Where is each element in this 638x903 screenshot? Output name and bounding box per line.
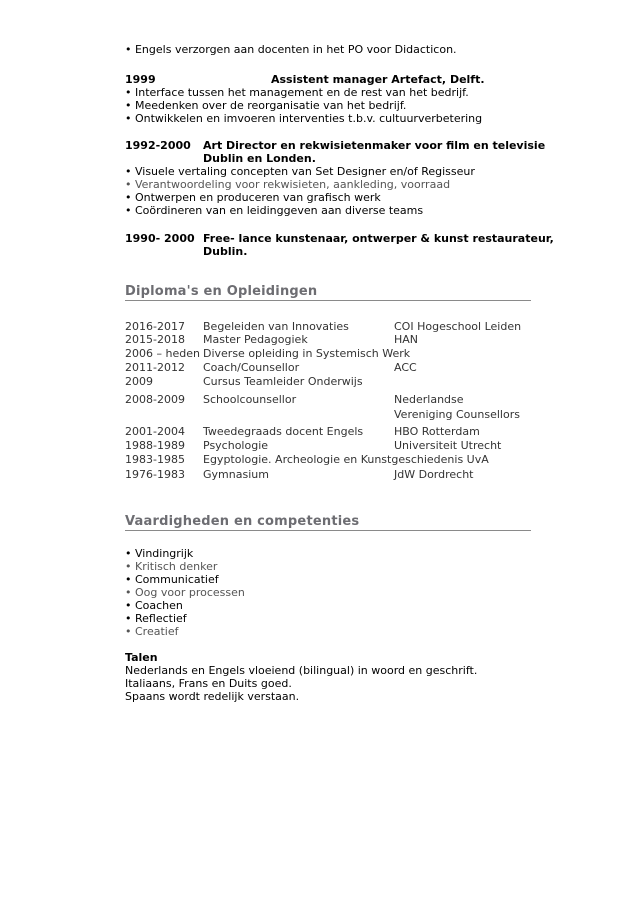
- skill-item: • Communicatief: [125, 573, 219, 586]
- job-1999-bullet: • Meedenken over de reorganisatie van het bedrijf.: [125, 99, 407, 112]
- skill-item: • Coachen: [125, 599, 183, 612]
- skill-item: • Creatief: [125, 625, 179, 638]
- edu-year: 2001-2004: [125, 425, 185, 438]
- skill-item: • Reflectief: [125, 612, 187, 625]
- skill-item: • Oog voor processen: [125, 586, 245, 599]
- job-1990-location: Dublin.: [203, 245, 248, 258]
- job-1992-year: 1992-2000: [125, 139, 191, 152]
- edu-course: Tweedegraads docent Engels: [203, 425, 364, 438]
- edu-course: Cursus Teamleider Onderwijs: [203, 375, 363, 388]
- intro-line: • Engels verzorgen aan docenten in het PO voor Didacticon.: [125, 43, 457, 56]
- skills-divider: [125, 530, 531, 531]
- edu-course: Egyptologie. Archeologie en Kunstgeschiedenis UvA: [203, 453, 489, 466]
- edu-institution: Universiteit Utrecht: [394, 439, 502, 452]
- edu-year: 2008-2009: [125, 393, 185, 406]
- job-1992-bullet: • Verantwoordeling voor rekwisieten, aankleding, voorraad: [125, 178, 451, 191]
- edu-course: Diverse opleiding in Systemisch Werk: [203, 347, 411, 360]
- edu-year: 2006 – heden: [125, 347, 200, 360]
- languages-heading: Talen: [125, 651, 158, 664]
- edu-year: 2015-2018: [125, 333, 185, 346]
- job-1992-bullet: • Coördineren van en leidinggeven aan diverse teams: [125, 204, 424, 217]
- job-1999-title: Assistent manager Artefact, Delft.: [271, 73, 485, 86]
- edu-institution: HBO Rotterdam: [394, 425, 480, 438]
- edu-institution: Vereniging Counsellors: [394, 408, 520, 421]
- edu-year: 1983-1985: [125, 453, 185, 466]
- edu-institution: ACC: [394, 361, 417, 374]
- edu-course: Master Pedagogiek: [203, 333, 308, 346]
- edu-year: 2009: [125, 375, 153, 388]
- job-1999-bullet: • Ontwikkelen en imvoeren interventies t.b.v. cultuurverbetering: [125, 112, 483, 125]
- edu-institution: HAN: [394, 333, 419, 346]
- job-1990-title: Free- lance kunstenaar, ontwerper & kunst restaurateur,: [203, 232, 554, 245]
- edu-course: Psychologie: [203, 439, 269, 452]
- edu-year: 1988-1989: [125, 439, 185, 452]
- edu-course: Coach/Counsellor: [203, 361, 300, 374]
- job-1992-bullet: • Ontwerpen en produceren van grafisch werk: [125, 191, 381, 204]
- edu-course: Begeleiden van Innovaties: [203, 320, 349, 333]
- job-1999-bullet: • Interface tussen het management en de rest van het bedrijf.: [125, 86, 469, 99]
- skill-item: • Kritisch denker: [125, 560, 218, 573]
- education-heading: Diploma's en Opleidingen: [125, 284, 318, 299]
- edu-institution: COI Hogeschool Leiden: [394, 320, 522, 333]
- language-line: Nederlands en Engels vloeiend (bilingual) in woord en geschrift.: [125, 664, 478, 677]
- job-1990-year: 1990- 2000: [125, 232, 195, 245]
- language-line: Italiaans, Frans en Duits goed.: [125, 677, 292, 690]
- education-divider: [125, 300, 531, 301]
- edu-year: 2011-2012: [125, 361, 185, 374]
- language-line: Spaans wordt redelijk verstaan.: [125, 690, 300, 703]
- job-1999-year: 1999: [125, 73, 156, 86]
- edu-institution: Nederlandse: [394, 393, 464, 406]
- edu-course: Schoolcounsellor: [203, 393, 297, 406]
- edu-course: Gymnasium: [203, 468, 269, 481]
- job-1992-bullet: • Visuele vertaling concepten van Set Designer en/of Regisseur: [125, 165, 475, 178]
- skills-heading: Vaardigheden en competenties: [125, 514, 360, 529]
- edu-year: 2016-2017: [125, 320, 185, 333]
- edu-institution: JdW Dordrecht: [394, 468, 474, 481]
- job-1992-location: Dublin en Londen.: [203, 152, 316, 165]
- edu-year: 1976-1983: [125, 468, 185, 481]
- skill-item: • Vindingrijk: [125, 547, 194, 560]
- job-1992-title: Art Director en rekwisietenmaker voor film en televisie: [203, 139, 546, 152]
